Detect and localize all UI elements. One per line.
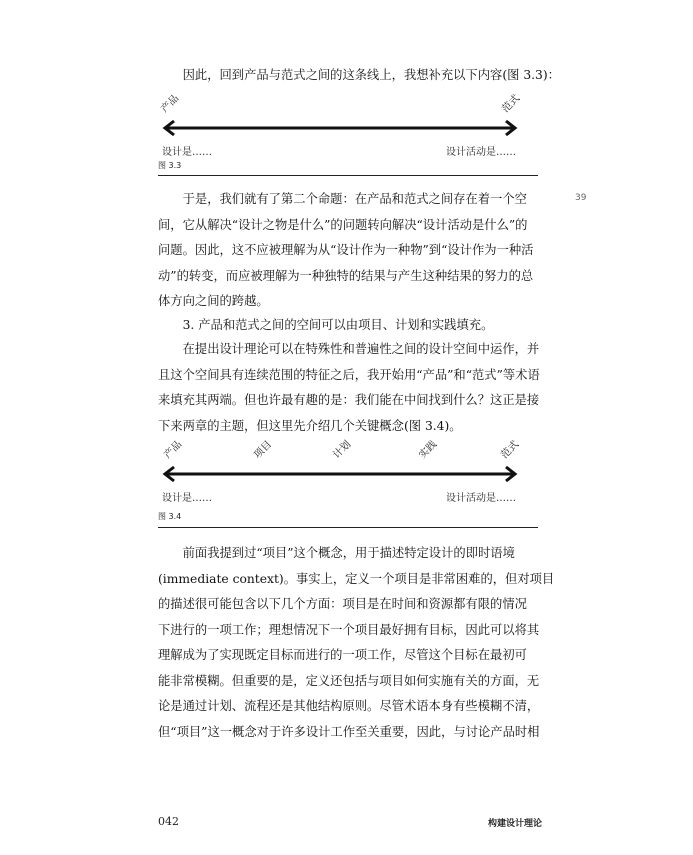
fig34-double-arrow: [162, 466, 522, 482]
fig34-label-product: 产品: [162, 439, 185, 461]
side-page-number: 39: [575, 193, 587, 203]
fig34-rule: [158, 527, 538, 528]
fig33-label-design-is: 设计是……: [162, 147, 212, 158]
fig33-label-design-activity-is: 设计活动是……: [446, 147, 516, 158]
text-line: 体方向之间的跨越。: [158, 294, 269, 308]
fig34-label-paradigm: 范式: [499, 439, 522, 461]
text-line: 于是，我们就有了第二个命题：在产品和范式之间存在着一个空: [182, 192, 527, 206]
intro-paragraph: [158, 63, 560, 89]
fig33-caption: 图 3.3: [158, 161, 182, 170]
fig34-label-design-activity-is: 设计活动是……: [446, 493, 516, 504]
fig34-label-project: 项目: [252, 439, 275, 461]
text-line: 在提出设计理论可以在特殊性和普遍性之间的设计空间中运作，并: [182, 342, 540, 356]
text-line: 问题。因此，这不应被理解为从“设计作为一种物”到“设计作为一种活: [158, 243, 534, 257]
fig33-label-paradigm: 范式: [500, 93, 523, 115]
paragraph-project-concept: [158, 541, 555, 745]
text-line: 下进行的一项工作；理想情况下一个项目最好拥有目标，因此可以将其: [158, 622, 540, 637]
text-line: 能非常模糊。但重要的是，定义还包括与项目如何实施有关的方面，无: [158, 673, 540, 688]
text-line: 但“项目”这一概念对于许多设计工作至关重要，因此，与讨论产品时相: [158, 724, 540, 739]
text-line: 下来两章的主题，但这里先介绍几个关键概念(图 3.4)。: [158, 418, 462, 433]
fig34-caption: 图 3.4: [158, 512, 182, 521]
text-line: 来填充其两端。但也许最有趣的是：我们能在中间找到什么？这正是接: [158, 393, 540, 407]
text-line: 前面我提到过“项目”这个概念，用于描述特定设计的即时语境: [182, 546, 515, 560]
intro-line: 因此，回到产品与范式之间的这条线上，我想补充以下内容(图 3.3)：: [182, 68, 560, 82]
fig33-label-product: 产品: [159, 93, 182, 115]
text-line: 理解成为了实现既定目标而进行的一项工作，尽管这个目标在最初可: [158, 648, 527, 662]
text-line: 间，它从解决“设计之物是什么”的问题转向解决“设计活动是什么”的: [158, 217, 528, 232]
paragraph-second-proposition: [158, 187, 538, 315]
footer-page-number: 042: [158, 815, 179, 828]
paragraph-design-space: [158, 337, 538, 439]
fig34-label-plan: 计划: [331, 439, 354, 461]
fig34-label-practice: 实践: [417, 439, 440, 461]
text-line: 且这个空间具有连续范围的特征之后，我开始用“产品”和“范式”等术语: [158, 367, 540, 382]
text-line: 的描述很可能包含以下几个方面：项目是在时间和资源都有限的情况: [158, 597, 527, 611]
footer-book-title: 构建设计理论: [488, 819, 543, 829]
paragraph-point-3: [158, 313, 538, 339]
text-line: 动”的转变，而应被理解为一种独特的结果与产生这种结果的努力的总: [158, 268, 534, 283]
text-line: (immediate context)。事实上，定义一个项目是非常困难的，但对项目: [158, 571, 555, 586]
fig33-rule: [158, 175, 538, 176]
fig34-label-design-is: 设计是……: [162, 493, 212, 504]
text-line: 论是通过计划、流程还是其他结构原则。尽管术语本身有些模糊不清，: [158, 699, 540, 713]
fig33-double-arrow: [162, 120, 522, 136]
text-line: 3. 产品和范式之间的空间可以由项目、计划和实践填充。: [182, 318, 494, 332]
